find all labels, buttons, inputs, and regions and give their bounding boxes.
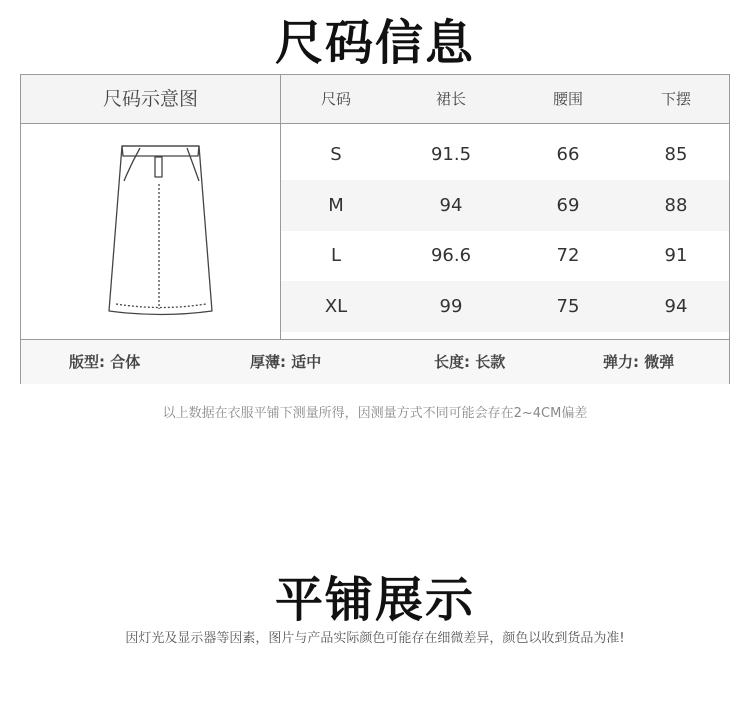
cell-length: 96.6 <box>430 245 472 266</box>
cell-hem: 91 <box>664 245 688 266</box>
table-row <box>281 230 729 281</box>
color-disclaimer: 因灯光及显示器等因素，图片与产品实际颜色可能存在细微差异，颜色以收到货品为准! <box>125 631 625 646</box>
diagram-header: 尺码示意图 <box>102 88 198 110</box>
spec-row <box>21 339 729 384</box>
spec-fit: 版型: 合体 <box>69 353 141 371</box>
cell-hem: 85 <box>664 144 688 165</box>
size-info-title: 尺码信息 <box>274 15 475 71</box>
cell-length: 94 <box>439 195 463 216</box>
column-header-hem: 下摆 <box>660 90 691 108</box>
spec-thickness: 厚薄: 适中 <box>250 353 322 371</box>
table-row <box>281 180 729 231</box>
cell-size: M <box>328 195 344 216</box>
cell-waist: 72 <box>556 245 580 266</box>
table-row <box>281 129 729 180</box>
flat-display-title: 平铺展示 <box>274 572 475 628</box>
cell-length: 99 <box>439 296 463 317</box>
cell-size: L <box>330 245 342 266</box>
cell-length: 91.5 <box>430 144 472 165</box>
cell-size: XL <box>324 296 348 317</box>
cell-waist: 69 <box>556 195 580 216</box>
cell-hem: 88 <box>664 195 688 216</box>
cell-waist: 66 <box>556 144 580 165</box>
table-row <box>281 281 729 332</box>
cell-size: S <box>330 144 342 165</box>
cell-hem: 94 <box>664 296 688 317</box>
table-header-row <box>21 75 729 124</box>
skirt-outline-icon <box>21 124 280 339</box>
spec-elasticity: 弹力: 微弹 <box>603 353 675 371</box>
cell-waist: 75 <box>556 296 580 317</box>
column-header-size: 尺码 <box>320 90 351 108</box>
spec-length: 长度: 长款 <box>434 353 506 371</box>
size-table <box>20 74 730 384</box>
column-header-waist: 腰围 <box>552 90 583 108</box>
column-header-length: 裙长 <box>435 90 466 108</box>
measurement-note: 以上数据在衣服平铺下测量所得，因测量方式不同可能会存在2~4CM偏差 <box>162 406 588 421</box>
